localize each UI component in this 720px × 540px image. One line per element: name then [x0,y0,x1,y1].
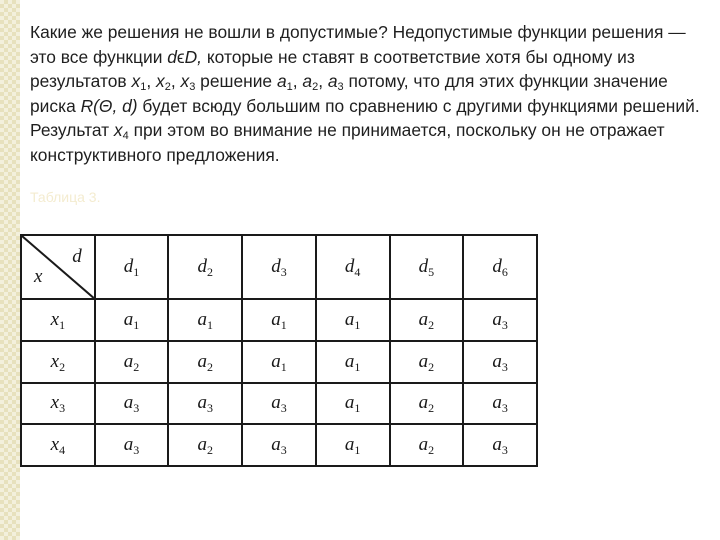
symbol-subscript: 2 [207,359,213,374]
symbol-base: a [418,308,429,330]
table-cell [390,299,464,341]
symbol-subscript: 2 [428,359,435,374]
symbol-base: a [344,434,355,456]
symbol-base: a [418,392,429,414]
symbol-base: d [418,256,429,277]
corner-label-d: d [72,246,82,267]
symbol-base: a [344,350,355,372]
table-cell [242,424,316,466]
corner-cell [21,235,95,299]
table-cell [168,424,242,466]
symbol-subscript: 1 [133,265,140,279]
symbol-base: a [344,308,355,330]
symbol-subscript: 2 [428,443,435,458]
symbol-subscript: 2 [59,359,66,374]
symbol-subscript: 1 [59,317,66,332]
symbol-subscript: 6 [501,265,508,279]
column-header [463,235,537,299]
symbol-base: a [418,350,429,372]
column-header [316,235,390,299]
decorative-checkered-strip [0,0,20,540]
table-cell [168,299,242,341]
table-cell [95,341,169,383]
symbol-subscript: 3 [501,443,508,458]
symbol-base: a [123,392,134,414]
symbol-subscript: 3 [133,401,140,416]
symbol-base: a [492,308,502,330]
body-paragraph: Какие же решения не вошли в допустимые? Недопустимые функции решения — это все функции dϵD, которые не ставят в соответствие хотя бы одному из результатов $x_1$, $x_2$, $x_3$ решение $a_1$, $a_2$, $a_3$ потому, что для этих функции значение риска R(Θ, d) будет всюду большим по сравнению с другими функциями решений. Результат $x_4$ при этом во внимание не принимается, поскольку он не отражает конструктивного предложения. [30,22,700,165]
symbol-base: a [271,308,281,330]
column-header [95,235,169,299]
symbol-base: a [123,434,134,456]
row-header [21,383,95,425]
symbol-base: d [344,256,355,277]
table-cell [316,383,390,425]
table-cell [316,341,390,383]
symbol-subscript: 3 [501,317,508,332]
symbol-subscript: 3 [207,401,213,416]
symbol-base: d [271,256,281,277]
symbol-subscript: 2 [207,265,213,279]
symbol-subscript: 1 [354,443,361,458]
table-cell [168,383,242,425]
symbol-subscript: 5 [428,265,435,279]
symbol-base: a [492,392,502,414]
table-cell [242,383,316,425]
symbol-subscript: 3 [501,359,508,374]
table-cell [95,424,169,466]
symbol-base: x [50,308,60,330]
symbol-base: x [50,392,60,414]
symbol-base: x [50,434,60,456]
symbol-base: d [123,256,134,277]
table-cell [390,424,464,466]
table-cell [463,299,537,341]
symbol-base: a [271,434,281,456]
table-cell [168,341,242,383]
symbol-subscript: 2 [207,443,213,458]
decision-table [20,234,538,467]
table-cell [95,383,169,425]
row-header [21,341,95,383]
symbol-base: a [197,308,207,330]
row-header [21,424,95,466]
column-header [242,235,316,299]
column-header [390,235,464,299]
table-row [21,424,537,466]
symbol-subscript: 3 [280,265,287,279]
table-header-row [21,235,537,299]
symbol-base: d [492,256,502,277]
table-row [21,383,537,425]
symbol-subscript: 3 [501,401,508,416]
symbol-subscript: 2 [428,317,435,332]
corner-diagonal-line [22,236,94,298]
symbol-subscript: 1 [354,359,361,374]
symbol-base: x [50,350,60,372]
symbol-base: d [197,256,207,277]
symbol-subscript: 1 [207,317,213,332]
symbol-subscript: 1 [280,359,287,374]
symbol-base: a [197,392,207,414]
symbol-subscript: 4 [354,265,361,279]
symbol-subscript: 3 [280,443,287,458]
symbol-subscript: 2 [133,359,140,374]
table-caption: Таблица 3. [30,189,101,205]
table-cell [390,341,464,383]
symbol-subscript: 3 [59,401,66,416]
column-header [168,235,242,299]
symbol-subscript: 1 [280,317,287,332]
table-cell [316,299,390,341]
symbol-base: a [271,392,281,414]
symbol-base: a [492,350,502,372]
table-cell [242,299,316,341]
table-cell [95,299,169,341]
symbol-base: a [492,434,502,456]
symbol-base: a [271,350,281,372]
symbol-base: a [123,308,134,330]
symbol-base: a [418,434,429,456]
table-cell [463,383,537,425]
table-row [21,299,537,341]
row-header [21,299,95,341]
symbol-subscript: 4 [59,443,66,458]
symbol-subscript: 1 [354,401,361,416]
symbol-base: a [197,350,207,372]
symbol-subscript: 3 [133,443,140,458]
corner-label-x: x [34,266,43,287]
symbol-subscript: 2 [428,401,435,416]
symbol-subscript: 3 [280,401,287,416]
table-cell [242,341,316,383]
table-cell [390,383,464,425]
symbol-base: a [344,392,355,414]
symbol-subscript: 1 [354,317,361,332]
table-cell [463,424,537,466]
symbol-base: a [197,434,207,456]
symbol-base: a [123,350,134,372]
table-cell [316,424,390,466]
symbol-subscript: 1 [133,317,140,332]
table-row [21,341,537,383]
table-cell [463,341,537,383]
